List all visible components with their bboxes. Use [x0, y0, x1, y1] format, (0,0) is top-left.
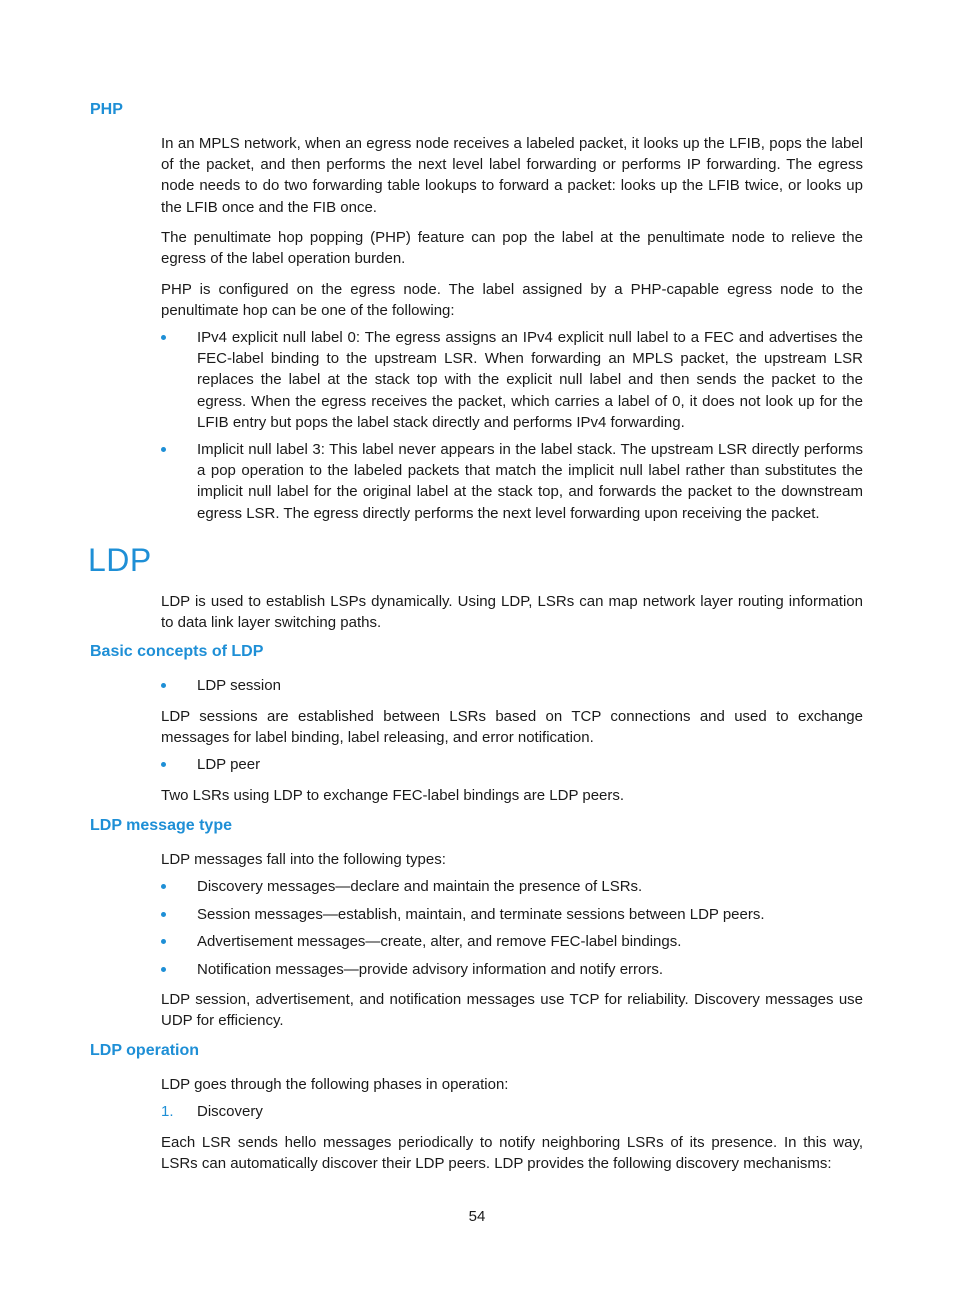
- bullet-session-messages: [161, 904, 863, 925]
- section-heading-message-type: LDP message type: [90, 817, 232, 834]
- ldp-intro-paragraph: LDP is used to establish LSPs dynamically. Using LDP, LSRs can map network layer routing information to data link layer switching paths.: [161, 593, 863, 632]
- ldp-peer-paragraph: Two LSRs using LDP to exchange FEC-label bindings are LDP peers.: [161, 787, 625, 804]
- bullet-dot-icon: [161, 762, 166, 767]
- message-type-intro: LDP messages fall into the following types:: [161, 851, 446, 868]
- bullet-dot-icon: [161, 683, 166, 688]
- php-bullet-implicit-null: [161, 439, 863, 524]
- section-heading-ldp-operation: LDP operation: [90, 1042, 200, 1059]
- bullet-text: Notification messages—provide advisory information and notify errors.: [197, 961, 664, 978]
- chapter-heading-ldp: LDP: [88, 542, 152, 578]
- bullet-dot-icon: [161, 912, 166, 917]
- bullet-advertisement-messages: [161, 931, 863, 952]
- bullet-dot-icon: [161, 335, 166, 340]
- bullet-dot-icon: [161, 447, 166, 452]
- section-heading-php: PHP: [90, 101, 123, 118]
- bullet-dot-icon: [161, 967, 166, 972]
- bullet-text: LDP session: [197, 677, 281, 694]
- ldp-session-paragraph: LDP sessions are established between LSRs based on TCP connections and used to exchange messages for label binding, label releasing, and error notification.: [161, 708, 863, 747]
- section-heading-basic-concepts: Basic concepts of LDP: [90, 643, 264, 660]
- bullet-dot-icon: [161, 939, 166, 944]
- bullet-ldp-session: [161, 675, 863, 696]
- bullet-notification-messages: [161, 959, 863, 980]
- bullet-dot-icon: [161, 884, 166, 889]
- operation-intro: LDP goes through the following phases in operation:: [161, 1076, 509, 1093]
- discovery-paragraph: Each LSR sends hello messages periodically to notify neighboring LSRs of its presence. In this way, LSRs can automatically discover their LDP peers. LDP provides the following discovery mechanisms:: [161, 1134, 863, 1173]
- bullet-text: Session messages—establish, maintain, and terminate sessions between LDP peers.: [197, 906, 765, 923]
- message-type-outro: LDP session, advertisement, and notification messages use TCP for reliability. Discovery messages use UDP for efficiency.: [161, 991, 863, 1030]
- php-paragraph-2: The penultimate hop popping (PHP) feature can pop the label at the penultimate node to relieve the egress of the label operation burden.: [161, 229, 863, 268]
- bullet-discovery-messages: [161, 876, 863, 897]
- bullet-text: Implicit null label 3: This label never appears in the label stack. The upstream LSR directly performs a pop operation to the labeled packets that match the implicit null label rather than substitutes the implicit null label for the original label at the stack top, and forwards the packet to the downstream egress LSR. The egress directly performs the next level forwarding upon receiving the packet.: [197, 441, 863, 522]
- bullet-text: LDP peer: [197, 756, 261, 773]
- php-paragraph-3: PHP is configured on the egress node. The label assigned by a PHP-capable egress node to the penultimate hop can be one of the following:: [161, 281, 863, 320]
- bullet-text: Advertisement messages—create, alter, and remove FEC-label bindings.: [197, 933, 682, 950]
- step-text: Discovery: [197, 1103, 263, 1120]
- step-number: 1.: [161, 1103, 174, 1120]
- bullet-ldp-peer: [161, 754, 863, 775]
- page-number: 54: [468, 1208, 486, 1225]
- bullet-text: IPv4 explicit null label 0: The egress assigns an IPv4 explicit null label to a FEC and advertises the FEC-label binding to the upstream LSR. When forwarding an MPLS packet, the upstream LSR replaces the label at the stack top with the explicit null label and then sends the packet to the egress. When the egress receives the packet, which carries a label of 0, it does not look up for the LFIB entry but pops the label stack directly and performs IPv4 forwarding.: [197, 329, 863, 431]
- php-bullet-explicit-null: [161, 327, 863, 433]
- numbered-step-discovery: [161, 1101, 863, 1122]
- bullet-text: Discovery messages—declare and maintain the presence of LSRs.: [197, 878, 643, 895]
- php-paragraph-1: In an MPLS network, when an egress node receives a labeled packet, it looks up the LFIB, pops the label of the packet, and then performs the next level label forwarding or performs IP forwarding. The egress node needs to do two forwarding table lookups to forward a packet: looks up the LFIB twice, or looks up the LFIB once and the FIB once.: [161, 135, 863, 216]
